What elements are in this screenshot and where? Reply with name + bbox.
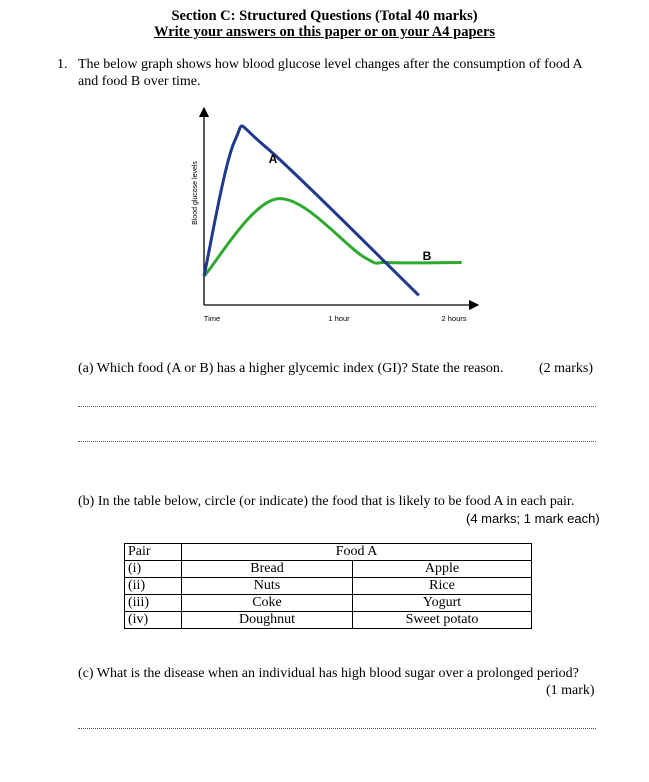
- x-tick-label-1: 1 hour: [328, 314, 350, 323]
- pair-cell: (iv): [125, 612, 182, 629]
- table-header-food: Food A: [182, 544, 532, 561]
- series-a-label: A: [268, 152, 278, 166]
- food-pairs-table: [124, 543, 532, 629]
- food-option-cell[interactable]: Doughnut: [182, 612, 353, 629]
- table-header-pair: Pair: [125, 544, 182, 561]
- food-option-cell[interactable]: Yogurt: [353, 595, 532, 612]
- pair-cell: (ii): [125, 578, 182, 595]
- part-a-question: (a) Which food (A or B) has a higher glycemic index (GI)? State the reason.: [78, 361, 504, 376]
- series-a-line: [204, 126, 419, 295]
- food-option-cell[interactable]: Coke: [182, 595, 353, 612]
- answer-line-c1[interactable]: [78, 728, 596, 729]
- part-a-marks: (2 marks): [539, 361, 594, 376]
- part-c-question: (c) What is the disease when an individual has high blood sugar over a prolonged period?: [78, 666, 579, 681]
- question-number: 1.: [57, 57, 68, 72]
- table-row: [125, 612, 532, 629]
- food-option-cell[interactable]: Rice: [353, 578, 532, 595]
- section-instruction-text: Write your answers on this paper or on your A4 papers: [153, 24, 496, 40]
- question-intro-line1: The below graph shows how blood glucose level changes after the consumption of food A: [78, 57, 583, 72]
- part-b-question: (b) In the table below, circle (or indicate) the food that is likely to be food A in each pair.: [78, 494, 575, 509]
- table-header-row: [125, 544, 532, 561]
- table-row: [125, 578, 532, 595]
- food-option-cell[interactable]: Sweet potato: [353, 612, 532, 629]
- pair-cell: (i): [125, 561, 182, 578]
- answer-line-a1[interactable]: [78, 406, 596, 407]
- table-row: [125, 561, 532, 578]
- food-option-cell[interactable]: Bread: [182, 561, 353, 578]
- answer-line-a2[interactable]: [78, 441, 596, 442]
- section-title: Section C: Structured Questions (Total 40 marks): [171, 8, 478, 24]
- pair-cell: (iii): [125, 595, 182, 612]
- glucose-chart: [0, 0, 649, 340]
- x-axis-label: Time: [203, 314, 221, 323]
- part-c-marks: (1 mark): [546, 683, 595, 698]
- table-row: [125, 595, 532, 612]
- y-axis-label: Blood glucose levels: [192, 161, 199, 225]
- series-b-label: B: [422, 249, 432, 263]
- food-option-cell[interactable]: Apple: [353, 561, 532, 578]
- x-tick-label-2: 2 hours: [441, 314, 467, 323]
- food-option-cell[interactable]: Nuts: [182, 578, 353, 595]
- question-intro-line2: and food B over time.: [78, 74, 201, 89]
- part-b-marks: (4 marks; 1 mark each): [466, 511, 600, 526]
